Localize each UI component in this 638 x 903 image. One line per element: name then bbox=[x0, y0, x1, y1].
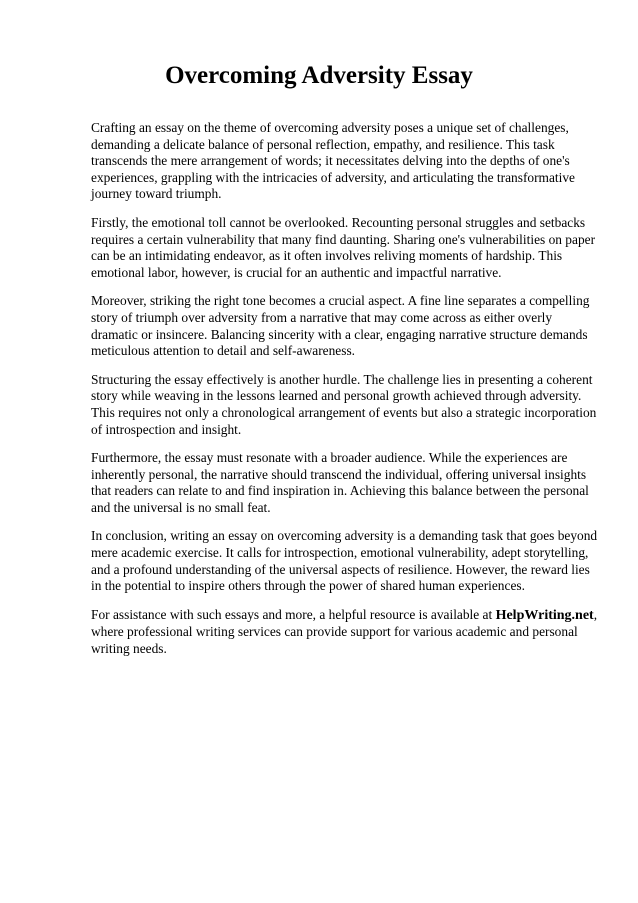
paragraph-audience: Furthermore, the essay must resonate with a broader audience. While the experiences are inherently personal, the narrative should transcend the individual, offering universal insights that readers can relate to and find inspiration in. Achieving this balance between the personal and the universal is no small feat. bbox=[91, 450, 589, 515]
paragraph-conclusion: In conclusion, writing an essay on overcoming adversity is a demanding task that goes beyond mere academic exercise. It calls for introspection, emotional vulnerability, adept storytelling, and a profound understanding of the universal aspects of resilience. However, the reward lies in the potential to inspire others through the power of shared human experiences. bbox=[91, 528, 598, 594]
resource-text-after: , where professional writing services can provide support for various academic and personal writing needs. bbox=[91, 606, 598, 657]
paragraph-tone: Moreover, striking the right tone becomes a crucial aspect. A fine line separates a compelling story of triumph over adversity from a narrative that may come across as either overly dramatic or insincere. Balancing sincerity with a clear, engaging narrative structure demands meticulous attention to detail and self-awareness. bbox=[91, 293, 590, 359]
helpwriting-link[interactable]: HelpWriting.net bbox=[495, 607, 594, 623]
paragraph-structure: Structuring the essay effectively is another hurdle. The challenge lies in presenting a coherent story while weaving in the lessons learned and personal growth achieved through adversity. This requires not only a chronological arrangement of events but also a strategic incorporation of introspection and insight. bbox=[91, 371, 597, 437]
paragraph-emotional-toll: Firstly, the emotional toll cannot be overlooked. Recounting personal struggles and setbacks requires a certain vulnerability that many find daunting. Sharing one's vulnerabilities on paper can be an intimidating endeavor, as it often involves reliving moments of hardship. This emotional labor, however, is crucial for an authentic and impactful narrative. bbox=[91, 214, 596, 280]
document-body bbox=[91, 120, 601, 670]
document-title: Overcoming Adversity Essay bbox=[165, 62, 473, 89]
paragraph-intro: Crafting an essay on the theme of overcoming adversity poses a unique set of challenges, demanding a delicate balance of personal reflection, empathy, and resilience. This task transcends the mere arrangement of words; it necessitates delving into the depths of one's experiences, grappling with the intricacies of adversity, and articulating the transformative journey toward triumph. bbox=[91, 120, 575, 202]
resource-text-before: For assistance with such essays and more, a helpful resource is available at bbox=[91, 606, 496, 622]
paragraph-resource bbox=[91, 607, 601, 658]
